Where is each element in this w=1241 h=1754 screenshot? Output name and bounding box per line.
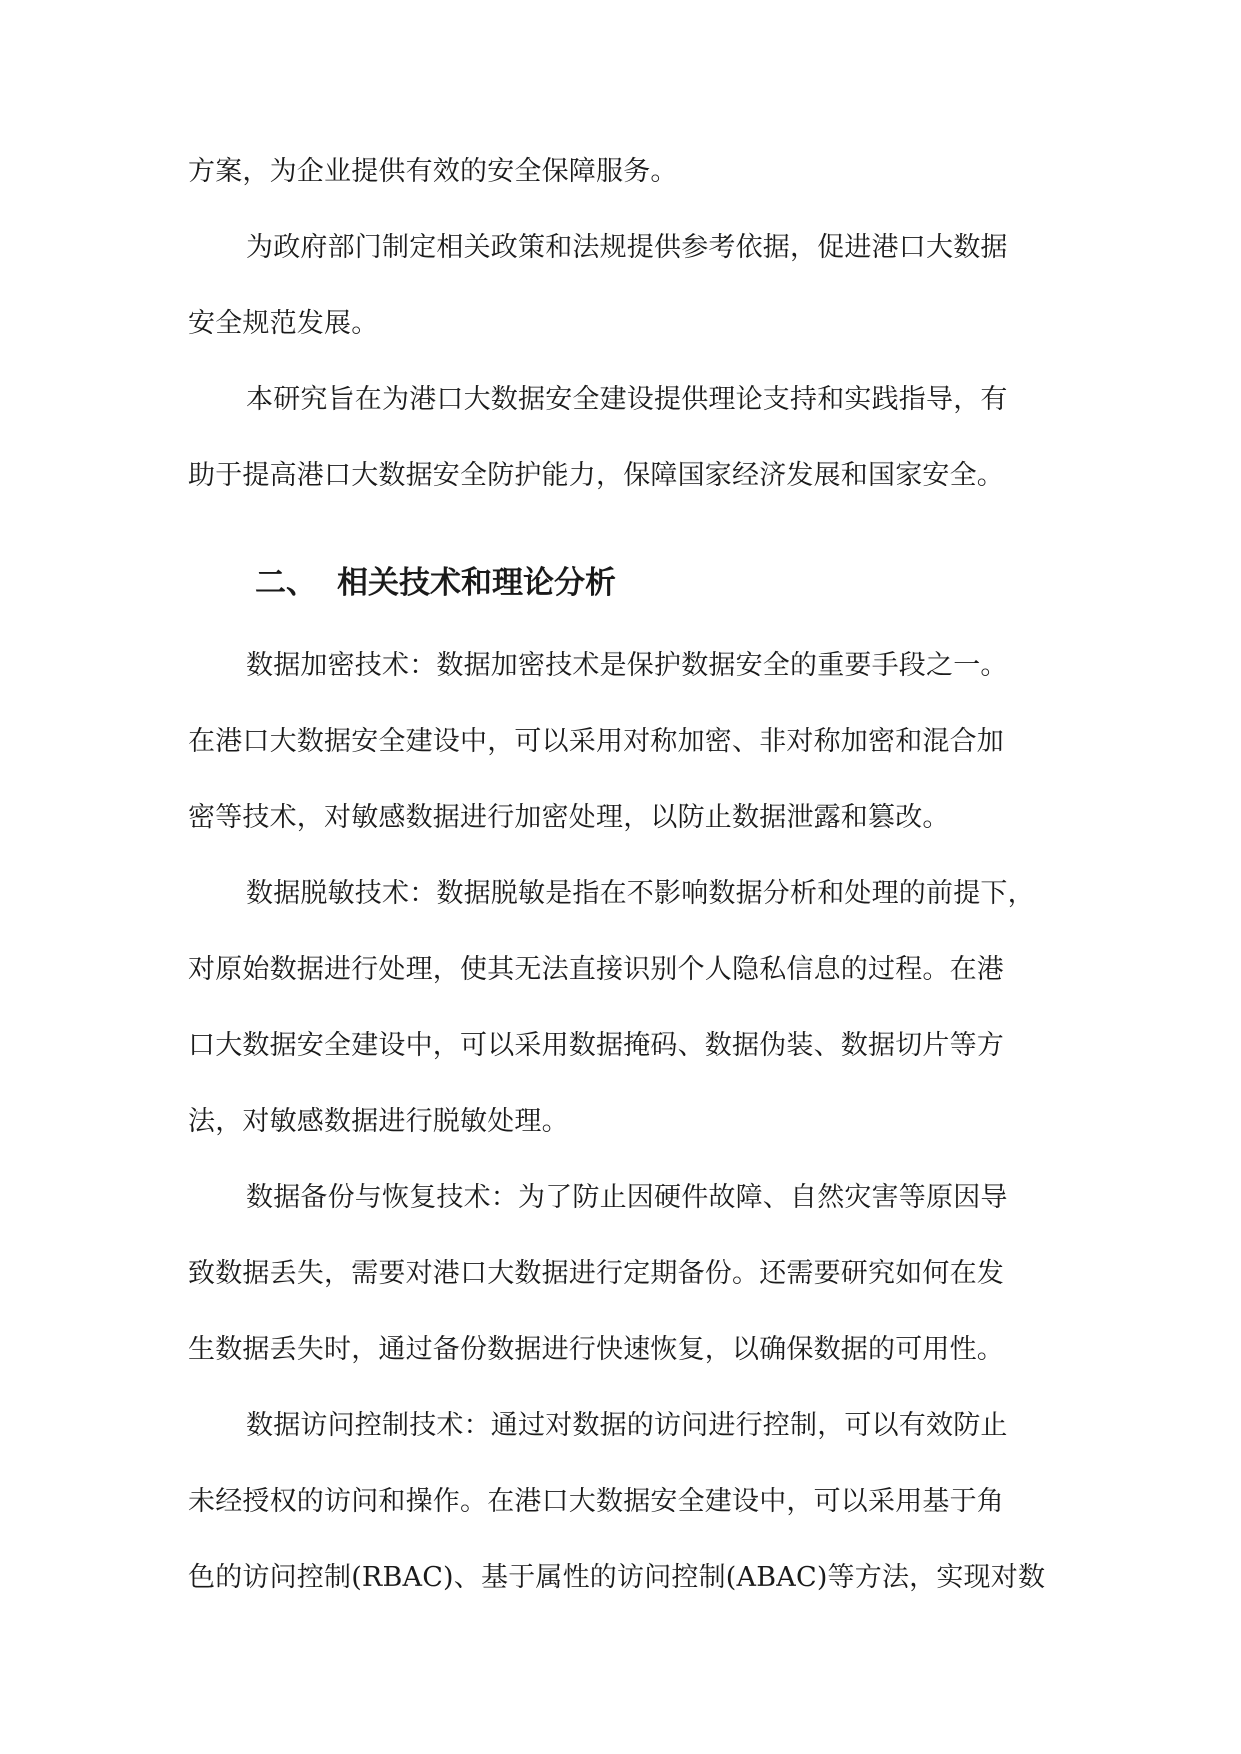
paragraph-line: 数据备份与恢复技术：为了防止因硬件故障、自然灾害等原因导 bbox=[246, 1182, 1008, 1213]
paragraph-line: 生数据丢失时，通过备份数据进行快速恢复，以确保数据的可用性。 bbox=[188, 1334, 1004, 1365]
paragraph-line: 法，对敏感数据进行脱敏处理。 bbox=[188, 1106, 569, 1137]
paragraph-line: 口大数据安全建设中，可以采用数据掩码、数据伪装、数据切片等方 bbox=[188, 1030, 1004, 1061]
paragraph-line: 安全规范发展。 bbox=[188, 308, 379, 339]
paragraph-line: 未经授权的访问和操作。在港口大数据安全建设中，可以采用基于角 bbox=[188, 1486, 1004, 1517]
section-title: 相关技术和理论分析 bbox=[337, 565, 616, 601]
paragraph-line: 致数据丢失，需要对港口大数据进行定期备份。还需要研究如何在发 bbox=[188, 1258, 1004, 1289]
paragraph-line: 色的访问控制(RBAC)、基于属性的访问控制(ABAC)等方法，实现对数 bbox=[188, 1562, 1046, 1593]
section-heading bbox=[255, 561, 616, 605]
paragraph-line: 本研究旨在为港口大数据安全建设提供理论支持和实践指导，有 bbox=[246, 384, 1008, 415]
paragraph-line: 数据加密技术：数据加密技术是保护数据安全的重要手段之一。 bbox=[246, 650, 1008, 681]
paragraph-line: 助于提高港口大数据安全防护能力，保障国家经济发展和国家安全。 bbox=[188, 460, 1004, 491]
section-number: 二、 bbox=[255, 565, 317, 601]
paragraph-line: 对原始数据进行处理，使其无法直接识别个人隐私信息的过程。在港 bbox=[188, 954, 1004, 985]
paragraph-line: 为政府部门制定相关政策和法规提供参考依据，促进港口大数据 bbox=[246, 232, 1008, 263]
paragraph-line: 方案，为企业提供有效的安全保障服务。 bbox=[188, 156, 678, 187]
paragraph-line: 在港口大数据安全建设中，可以采用对称加密、非对称加密和混合加 bbox=[188, 726, 1004, 757]
paragraph-line: 数据访问控制技术：通过对数据的访问进行控制，可以有效防止 bbox=[246, 1410, 1008, 1441]
paragraph-line: 数据脱敏技术：数据脱敏是指在不影响数据分析和处理的前提下， bbox=[246, 878, 1035, 909]
paragraph-line: 密等技术，对敏感数据进行加密处理，以防止数据泄露和篡改。 bbox=[188, 802, 950, 833]
